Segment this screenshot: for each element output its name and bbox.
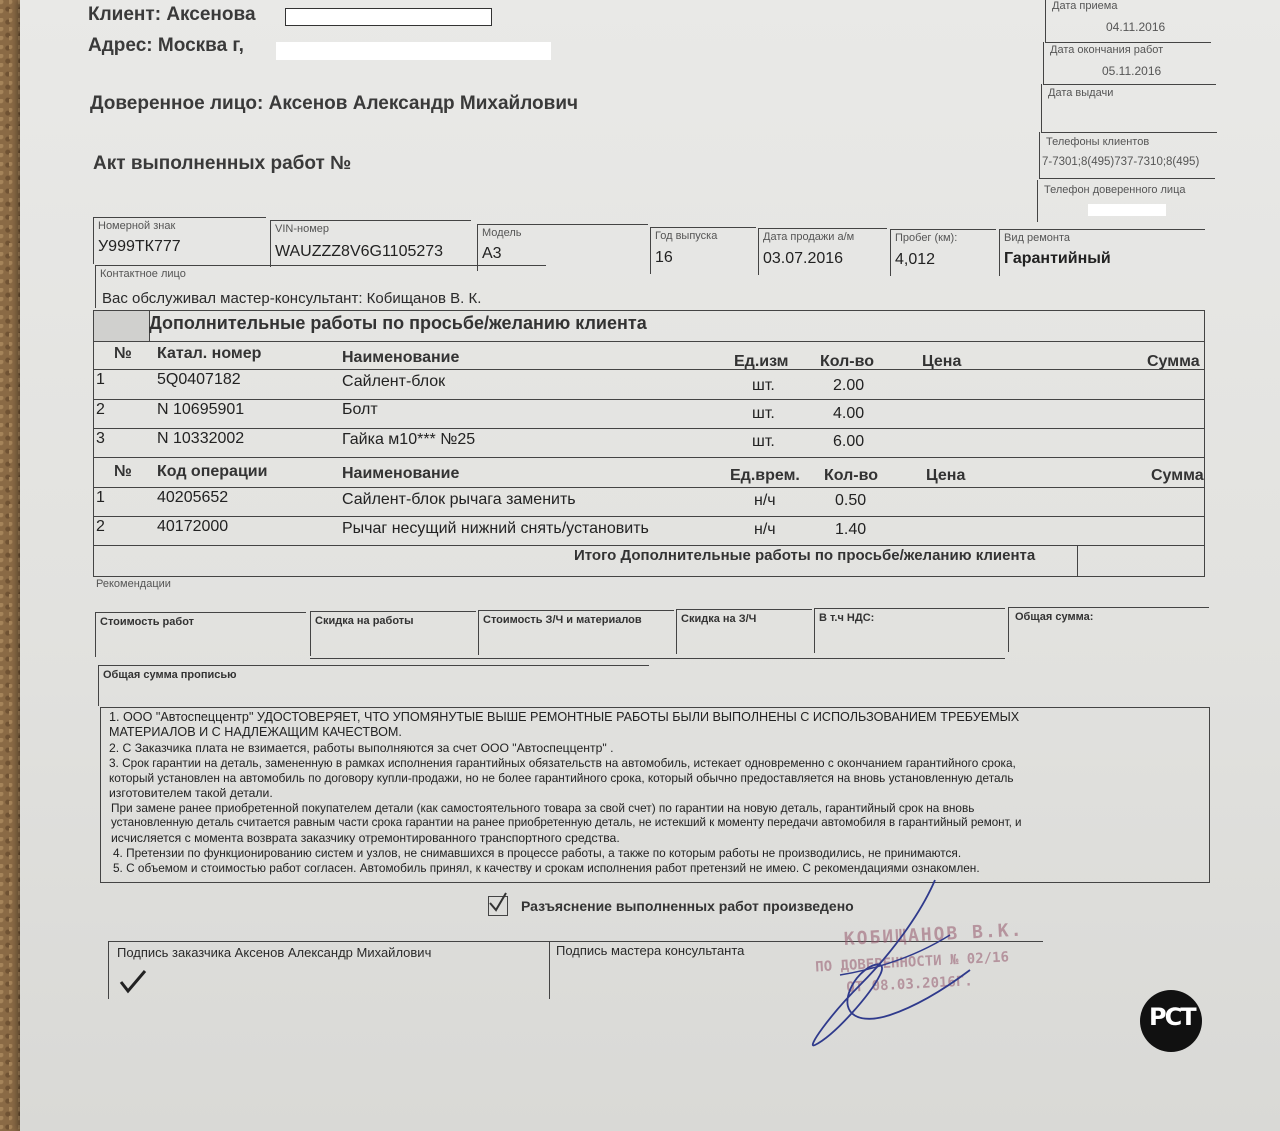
client-phones-box: [1039, 132, 1215, 179]
divider: [94, 487, 1204, 488]
parts-discount-label: Скидка на З/Ч: [681, 613, 757, 625]
works-table: [93, 310, 1205, 577]
parts-discount-box: [676, 609, 812, 654]
redaction-bar: [1088, 204, 1166, 216]
parts-col-sum: Сумма: [1147, 353, 1200, 370]
client-name: Аксенова: [166, 4, 256, 25]
trustee-value: Аксенов Александр Михайлович: [268, 93, 579, 114]
parts-cost-box: [478, 610, 674, 655]
terms-line: 1. ООО "Автоспеццентр" УДОСТОВЕРЯЕТ, ЧТО УПОМЯНУТЫЕ ВЫШЕ РЕМОНТНЫЕ РАБОТЫ БЫЛИ ВЫПОЛНЕНЫ С ИСПОЛЬЗОВАНИЕМ ТРЕБУЕМЫХ: [109, 710, 1020, 724]
checkmark-icon: [487, 891, 509, 913]
sale-date-label: Дата продажи а/м: [763, 231, 855, 243]
parts-col-unit: Ед.изм: [734, 353, 789, 370]
stamp-line: КОБИЩАНОВ В.К.: [843, 919, 1024, 950]
cell-cat: 5Q0407182: [157, 371, 241, 388]
terms-line: МАТЕРИАЛОВ И С НАДЛЕЖАЩИМ КАЧЕСТВОМ.: [109, 725, 402, 739]
parts-col-no: №: [114, 345, 132, 362]
repair-type-value: Гарантийный: [1004, 250, 1111, 267]
terms-line: 4. Претензии по функционированию систем и узлов, не снимавшихся в процессе работы, а также по которым работы не производились, не принимаются.: [113, 846, 962, 860]
customer-signature-box: [108, 941, 549, 999]
divider: [94, 516, 1204, 517]
client-phones-label: Телефоны клиентов: [1046, 136, 1150, 148]
date-received-box: [1045, 0, 1211, 43]
trustee-phone-label: Телефон доверенного лица: [1044, 184, 1186, 196]
rst-logo-text: РСТ: [1149, 1003, 1195, 1031]
date-finish-box: [1043, 42, 1216, 85]
total-words-label: Общая сумма прописью: [103, 669, 237, 681]
work-cost-label: Стоимость работ: [100, 616, 195, 628]
checkmark-icon: [119, 969, 149, 995]
vin-label: VIN-номер: [275, 223, 329, 235]
plate-field: [93, 217, 266, 264]
terms-line: 2. С Заказчика плата не взимается, работы выполняются за счет ООО "Автоспеццентр" .: [109, 741, 614, 755]
grand-total-label: Общая сумма:: [1015, 611, 1094, 623]
divider: [94, 369, 1204, 370]
sale-date-value: 03.07.2016: [763, 250, 844, 267]
terms-line: исчисляется с момента возврата заказчику отремонтированного транспортного средства.: [111, 831, 620, 845]
cell-no: 2: [96, 401, 105, 418]
date-received-label: Дата приема: [1052, 0, 1118, 12]
redaction-bar: [276, 42, 551, 60]
address-label: Адрес:: [88, 35, 153, 56]
divider: [94, 399, 1204, 400]
vat-box: [814, 608, 1005, 653]
terms-line: 5. С объемом и стоимостью работ согласен. Автомобиль принял, к качеству и срокам исполнения работ претензий не имею. С рекомендациями ознакомлен.: [113, 861, 980, 875]
grand-total-box: [1008, 607, 1209, 652]
cell-unit: шт.: [752, 433, 775, 450]
vin-field: [270, 220, 471, 267]
mileage-label: Пробег (км):: [895, 232, 958, 244]
parts-col-qty: Кол-во: [820, 353, 875, 370]
cell-no: 1: [96, 371, 105, 388]
cell-no: 3: [96, 430, 105, 447]
ops-col-unit: Ед.врем.: [730, 467, 800, 484]
cell-unit: шт.: [752, 405, 775, 422]
client-label: Клиент:: [88, 4, 162, 25]
ops-col-sum: Сумма: [1151, 467, 1204, 484]
date-issue-label: Дата выдачи: [1048, 87, 1114, 99]
ops-col-qty: Кол-во: [824, 467, 879, 484]
model-value: A3: [482, 245, 502, 262]
recommendations-label: Рекомендации: [96, 578, 171, 590]
cell-unit: шт.: [752, 377, 775, 394]
terms-line: 3. Срок гарантии на деталь, замененную в рамках исполнения гарантийных обязательств на автомобиль, истекает одновременно с окончанием гарантийного срока,: [109, 756, 1016, 770]
parts-col-name: Наименование: [342, 349, 460, 366]
parts-cost-label: Стоимость З/Ч и материалов: [483, 614, 642, 626]
trustee-label: Доверенное лицо:: [90, 93, 264, 114]
rst-logo-icon: [1140, 990, 1202, 1052]
customer-signature-label: Подпись заказчика Аксенов Александр Михайлович: [117, 945, 432, 960]
cell-name: Сайлент-блок: [342, 373, 446, 390]
sale-date-field: [758, 228, 887, 275]
model-label: Модель: [482, 227, 522, 239]
terms-line: изготовителем такой детали.: [109, 786, 273, 800]
date-issue-box: [1041, 84, 1217, 133]
address-line: [88, 35, 244, 57]
cell-name: Болт: [342, 401, 378, 418]
repair-type-field: [999, 229, 1205, 276]
mileage-field: [890, 229, 996, 276]
date-finish-value: 05.11.2016: [1102, 64, 1162, 78]
cell-name: Сайлент-блок рычага заменить: [342, 491, 576, 508]
address-value: Москва г,: [157, 35, 244, 56]
divider: [310, 658, 1005, 659]
contact-label: Контактное лицо: [100, 268, 186, 280]
section-corner: [94, 311, 150, 341]
handwritten-signature: [800, 875, 980, 1055]
divider: [94, 428, 1204, 429]
cell-cat: N 10695901: [157, 401, 245, 418]
cell-no: 1: [96, 489, 105, 506]
work-discount-box: [310, 611, 476, 656]
date-finish-label: Дата окончания работ: [1050, 44, 1164, 56]
terms-line: установленную деталь считается равным части срока гарантии на ранее приобретенную деталь, не истекший к моменту передачи автомобиля в гарантийный ремонт, и: [111, 816, 1022, 829]
model-field: [477, 224, 648, 271]
section-title: Дополнительные работы по просьбе/желанию клиента: [149, 313, 647, 333]
cell-qty: 4.00: [833, 405, 865, 422]
ops-col-no: №: [114, 463, 132, 480]
stamp-line: ОТ 08.03.2016Г.: [846, 973, 974, 996]
divider: [94, 457, 1204, 458]
cell-name: Рычаг несущий нижний снять/установить: [342, 520, 649, 537]
terms-line: который установлен на автомобиль по договору купли-продажи, но не более гарантийного срока, который обычно предоставляется на вновь установленную деталь: [109, 771, 1014, 785]
terms-box: [100, 707, 1210, 883]
plate-label: Номерной знак: [98, 220, 176, 232]
plate-value: У999ТК777: [98, 238, 181, 255]
work-discount-label: Скидка на работы: [315, 615, 414, 627]
cell-qty: 0.50: [835, 492, 867, 509]
parts-col-cat: Катал. номер: [157, 345, 262, 362]
cell-unit: н/ч: [754, 492, 776, 509]
cell-qty: 6.00: [833, 433, 865, 450]
repair-type-label: Вид ремонта: [1004, 232, 1070, 244]
vin-value: WAUZZZ8V6G1105273: [275, 243, 444, 260]
trustee-line: [90, 93, 578, 115]
year-label: Год выпуска: [655, 230, 718, 242]
cell-no: 2: [96, 518, 105, 535]
vat-label: В т.ч НДС:: [819, 612, 875, 624]
redaction-bar: [285, 8, 492, 26]
divider: [1077, 545, 1078, 576]
client-line: [88, 4, 256, 26]
stamp-line: ПО ДОВЕРЕННОСТИ № 02/16: [814, 949, 1010, 976]
cell-cat: N 10332002: [157, 430, 245, 447]
total-label: Итого Дополнительные работы по просьбе/желанию клиента: [574, 547, 1036, 564]
explanation-checkbox[interactable]: [488, 896, 508, 916]
date-received-value: 04.11.2016: [1106, 20, 1166, 34]
master-signature-label: Подпись мастера консультанта: [556, 943, 745, 958]
client-phones-value: 7-7301;8(495)737-7310;8(495): [1042, 156, 1200, 168]
cell-name: Гайка м10*** №25: [342, 431, 476, 448]
trustee-phone-box: [1037, 180, 1213, 222]
terms-line: При замене ранее приобретенной покупателем детали (как самостоятельного товара за свой счет) по гарантии на новую деталь, гарантийный срок на вновь: [111, 801, 975, 815]
document-title: Акт выполненных работ №: [93, 153, 352, 174]
cell-qty: 1.40: [835, 521, 867, 538]
year-field: [650, 227, 756, 274]
cell-code: 40172000: [157, 518, 229, 535]
ops-col-code: Код операции: [157, 463, 268, 480]
cell-unit: н/ч: [754, 521, 776, 538]
mileage-value: 4,012: [895, 251, 936, 268]
divider: [94, 545, 1204, 546]
work-cost-box: [95, 612, 306, 657]
parts-col-price: Цена: [922, 353, 962, 370]
served-by: Вас обслуживал мастер-консультант: Кобищанов В. К.: [102, 290, 482, 307]
divider: [94, 341, 1204, 342]
total-words-box: [98, 665, 649, 706]
cell-qty: 2.00: [833, 377, 865, 394]
ops-col-name: Наименование: [342, 465, 460, 482]
year-value: 16: [655, 249, 673, 266]
ops-col-price: Цена: [926, 467, 966, 484]
cell-code: 40205652: [157, 489, 229, 506]
explanation-label: Разъяснение выполненных работ произведено: [521, 898, 854, 914]
